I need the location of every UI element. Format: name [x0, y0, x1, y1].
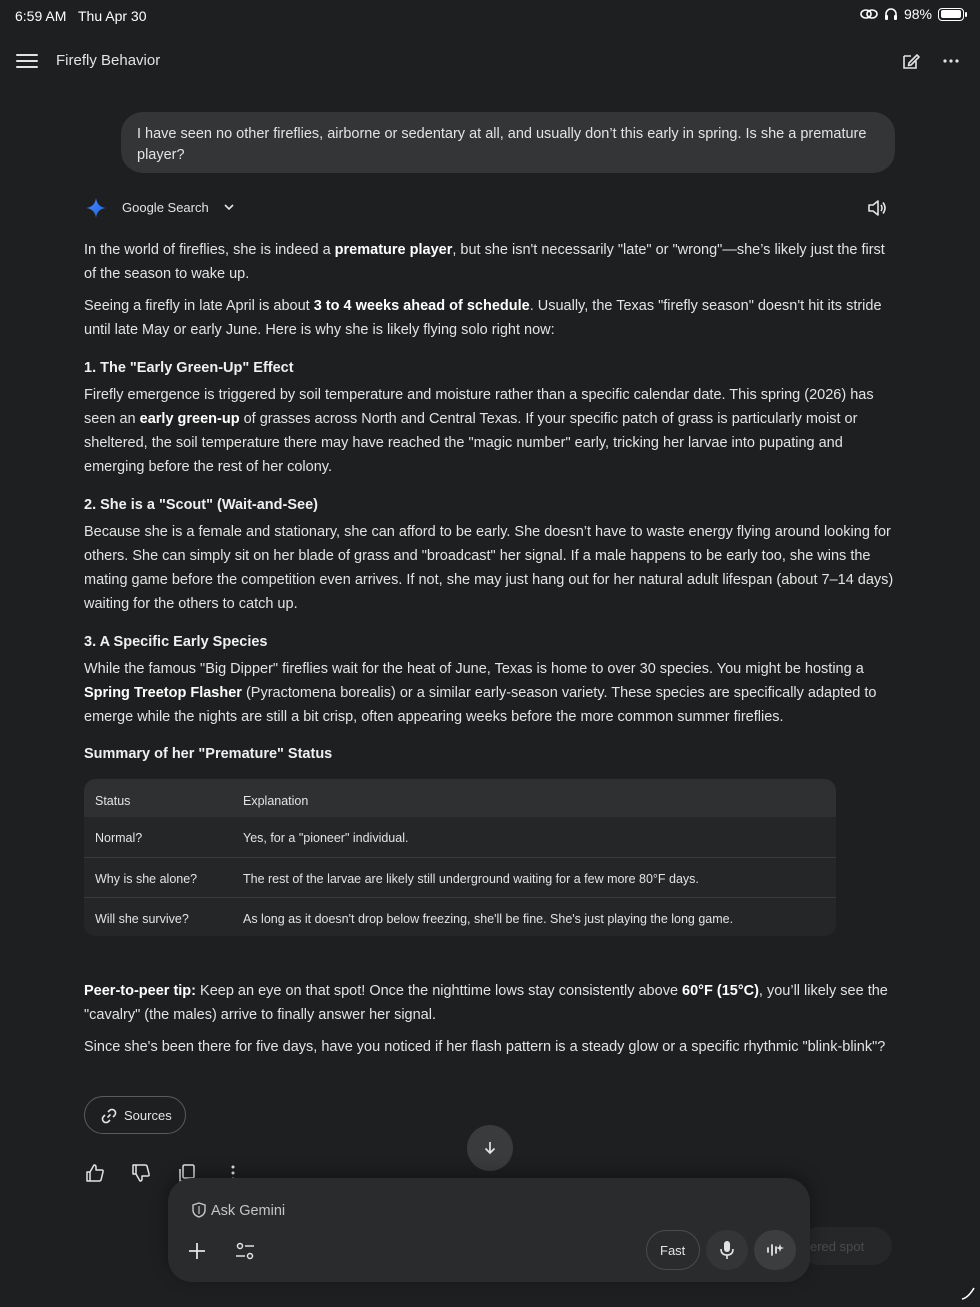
suggestion-chip-label: ered spot: [810, 1239, 865, 1254]
top-bar: [0, 40, 980, 82]
status-time: 6:59 AM: [15, 8, 67, 24]
headphones-icon: [884, 7, 898, 21]
pencil-indicator-icon: [960, 1285, 976, 1301]
suggestion-chip[interactable]: [800, 1227, 892, 1265]
table-cell: Why is she alone?: [95, 872, 198, 886]
summary-table: [84, 779, 836, 936]
scroll-to-bottom-button[interactable]: [467, 1125, 513, 1171]
table-cell: Yes, for a "pioneer" individual.: [243, 831, 409, 845]
table-header-cell: Status: [95, 794, 131, 808]
table-cell: Normal?: [95, 831, 143, 845]
microphone-button[interactable]: [706, 1230, 748, 1270]
fast-label: Fast: [660, 1243, 686, 1258]
response-paragraph-6: Peer-to-peer tip: Keep an eye on that spot! Once the nighttime lows stay consistently above 60°F (15°C), you’ll likely see the "cavalry" (the males) arrive to finally answer her signal.: [84, 983, 888, 1023]
live-button[interactable]: [754, 1230, 796, 1270]
battery-fill: [941, 10, 962, 18]
link-icon: [100, 1107, 118, 1125]
chevron-down-icon[interactable]: [222, 200, 236, 214]
response-paragraph-7: Since she's been there for five days, have you noticed if her flash pattern is a steady glow or a specific rhythmic "blink-blink"?: [84, 1039, 886, 1055]
more-icon[interactable]: [940, 50, 962, 72]
sources-button[interactable]: [84, 1096, 186, 1134]
heading-scout: 2. She is a "Scout" (Wait-and-See): [84, 497, 318, 513]
response-paragraph-4: Because she is a female and stationary, she can afford to be early. She doesn’t have to waste energy flying around looking for others. She can simply sit on her blade of grass and "broadcast" her signal. If a male happens to be early too, she wins the mating game before the competition even arrives. If not, she may just hang out for her natural adult lifespan (about 7–14 days) waiting for the others to catch up.: [84, 524, 894, 612]
page-title: Firefly Behavior: [56, 52, 161, 69]
status-bar: [0, 0, 980, 30]
battery-percent: 98%: [903, 6, 932, 22]
user-message: I have seen no other fireflies, airborne or sedentary at all, and usually don’t this early in spring. Is she a premature player?: [121, 112, 895, 173]
edit-icon[interactable]: [900, 50, 922, 72]
response-paragraph-3: Firefly emergence is triggered by soil temperature and moisture rather than a specific calendar date. This spring (2026) has seen an early green-up of grasses across North and Central Texas. If your specific patch of grass is particularly moist or sheltered, the soil temperature there may have reached the "magic number" early, tricking her larvae into pupating and emerging before the rest of her colony.: [84, 387, 874, 475]
heading-early-green-up: 1. The "Early Green-Up" Effect: [84, 360, 294, 376]
table-cell: The rest of the larvae are likely still underground waiting for a few more 80°F days.: [243, 872, 699, 886]
table-header-row: [84, 779, 836, 817]
heading-summary: Summary of her "Premature" Status: [84, 746, 333, 762]
table-header-cell: Explanation: [243, 794, 309, 808]
table-row: [84, 857, 836, 897]
response-header: [84, 195, 894, 221]
response-paragraph-1: In the world of fireflies, she is indeed a premature player, but she isn't necessarily "late" or "wrong"—she’s likely just the first of the season to wake up.: [84, 242, 885, 282]
mic-icon: [718, 1239, 736, 1261]
table-row: [84, 817, 836, 857]
plus-icon[interactable]: [186, 1240, 208, 1262]
composer: [168, 1178, 810, 1282]
arrow-down-icon: [482, 1140, 498, 1156]
sources-label: Sources: [124, 1108, 172, 1123]
tools-icon[interactable]: [234, 1240, 256, 1262]
menu-icon[interactable]: [16, 51, 38, 71]
heading-early-species: 3. A Specific Early Species: [84, 634, 268, 650]
thumbs-up-icon[interactable]: [84, 1162, 106, 1184]
google-search-label[interactable]: Google Search: [122, 200, 209, 215]
shield-icon: [192, 1202, 206, 1218]
status-date: Thu Apr 30: [78, 8, 147, 24]
table-row: [84, 897, 836, 936]
model-fast-button[interactable]: [646, 1230, 700, 1270]
status-indicators: [860, 6, 964, 22]
link-status-icon: [860, 7, 878, 21]
table-cell: Will she survive?: [95, 912, 189, 926]
gemini-star-icon: [84, 196, 108, 220]
response-paragraph-2: Seeing a firefly in late April is about 3 to 4 weeks ahead of schedule. Usually, the Texas "firefly season" doesn't hit its stride until late May or early June. Here is why she is likely flying solo right now:: [84, 298, 882, 338]
table-cell: As long as it doesn't drop below freezing, she'll be fine. She's just playing the long game.: [243, 912, 734, 926]
speaker-icon[interactable]: [866, 197, 888, 219]
live-icon: [764, 1239, 786, 1261]
battery-icon: [938, 8, 964, 21]
thumbs-down-icon[interactable]: [130, 1162, 152, 1184]
response-paragraph-5: While the famous "Big Dipper" fireflies wait for the heat of June, Texas is home to over 30 species. You might be hosting a Spring Treetop Flasher (Pyractomena borealis) or a similar early-season variety. These species are specifically adapted to emerge while the nights are still a bit crisp, often appearing weeks before the more common summer fireflies.: [84, 661, 877, 725]
ask-gemini-input[interactable]: Ask Gemini: [211, 1203, 286, 1219]
